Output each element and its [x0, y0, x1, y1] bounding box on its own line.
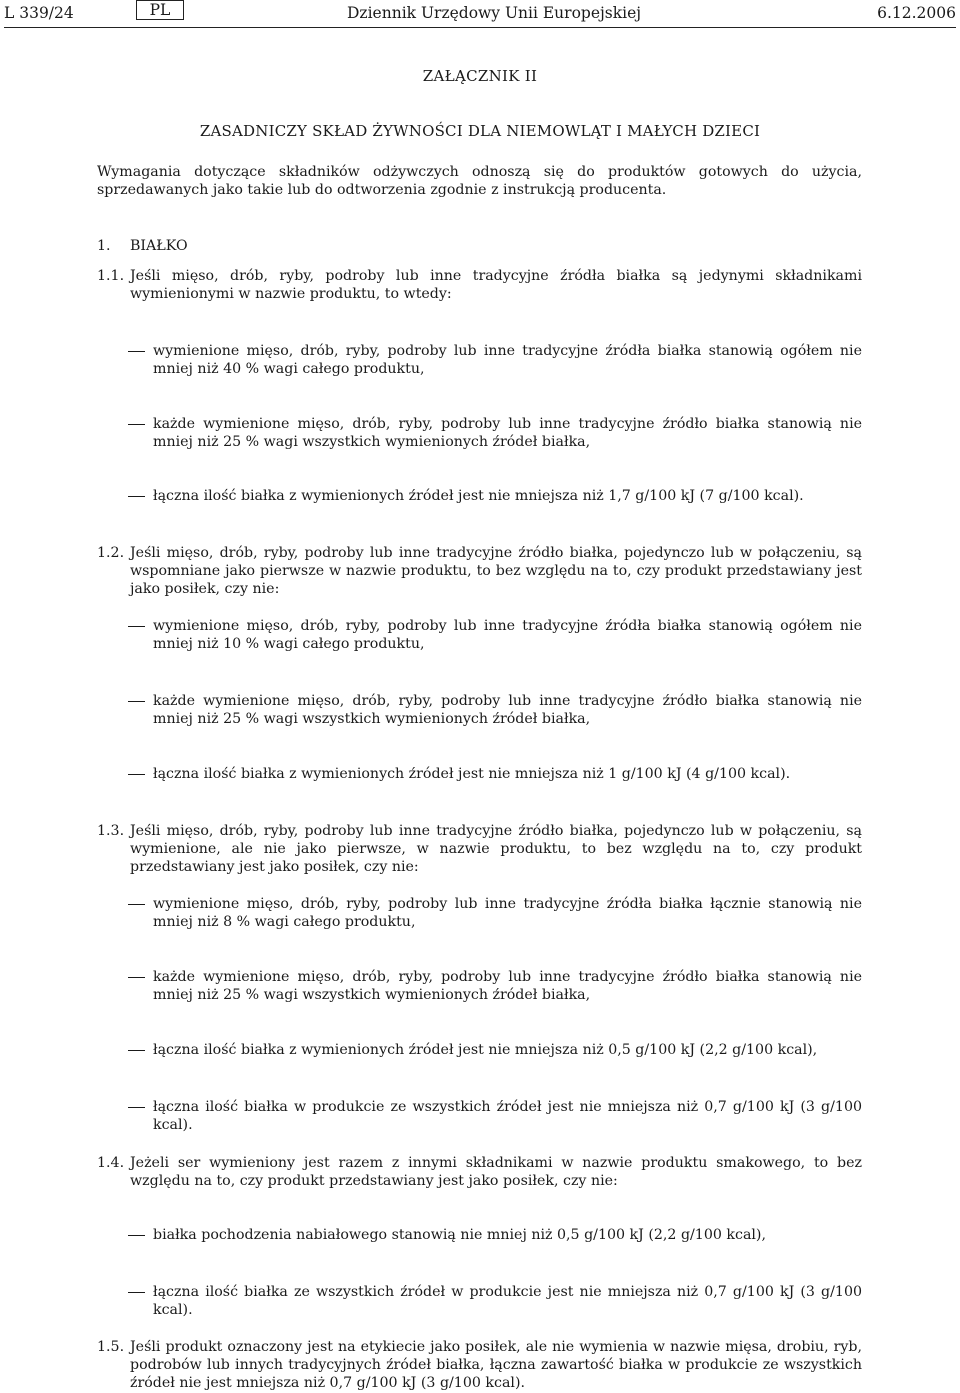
section-heading: [97, 237, 188, 255]
header-rule: [4, 27, 956, 28]
section-title: BIAŁKO: [130, 238, 188, 254]
list-item: każde wymienione mięso, drób, ryby, podroby lub inne tradycyjne źródło białka stanowią nie mniej niż 25 % wagi wszystkich wymienionych źródeł białka,: [128, 415, 862, 451]
list-item: wymienione mięso, drób, ryby, podroby lub inne tradycyjne źródła białka łącznie stanowią nie mniej niż 8 % wagi całego produktu,: [128, 895, 862, 931]
dash-marker: [128, 904, 145, 905]
list-item: łączna ilość białka ze wszystkich źródeł w produkcie jest nie mniejsza niż 0,7 g/100 kJ (3 g/100 kcal).: [128, 1283, 862, 1319]
section-number: 1.: [97, 238, 111, 254]
list-item: łączna ilość białka z wymienionych źródeł jest nie mniejsza niż 0,5 g/100 kJ (2,2 g/100 kcal),: [128, 1041, 862, 1059]
list-item: łączna ilość białka z wymienionych źródeł jest nie mniejsza niż 1 g/100 kJ (4 g/100 kcal).: [128, 765, 862, 783]
dash-marker: [128, 1235, 145, 1236]
dash-marker: [128, 1050, 145, 1051]
list-item: wymienione mięso, drób, ryby, podroby lub inne tradycyjne źródła białka stanowią ogółem nie mniej niż 40 % wagi całego produktu,: [128, 342, 862, 378]
dash-marker: [128, 1292, 145, 1293]
list-item: łączna ilość białka z wymienionych źródeł jest nie mniejsza niż 1,7 g/100 kJ (7 g/100 kcal).: [128, 487, 862, 505]
paragraph-text: Jeśli mięso, drób, ryby, podroby lub inne tradycyjne źródła białka są jedynymi składnikami wymienionymi w nazwie produktu, to wtedy:: [130, 268, 862, 302]
intro-paragraph: Wymagania dotyczące składników odżywczych odnoszą się do produktów gotowych do użycia, sprzedawanych jako takie lub do odtworzenia zgodnie z instrukcją producenta.: [97, 164, 862, 198]
list-item: białka pochodzenia nabiałowego stanowią nie mniej niż 0,5 g/100 kJ (2,2 g/100 kcal),: [128, 1226, 862, 1244]
dash-marker: [128, 1107, 145, 1108]
dash-marker: [128, 774, 145, 775]
paragraph-text: Jeśli mięso, drób, ryby, podroby lub inne tradycyjne źródło białka, pojedynczo lub w połączeniu, są wspomniane jako pierwsze w nazwie produktu, to bez względu na to, czy produkt przedstawiany jest jako posiłek, czy nie:: [130, 545, 862, 597]
page-reference: L 339/24: [4, 4, 74, 22]
journal-header: [0, 0, 960, 26]
publication-date: 6.12.2006: [877, 4, 956, 22]
paragraph-text: Jeśli produkt oznaczony jest na etykiecie jako posiłek, ale nie wymienia w nazwie mięsa, drobiu, ryb, podrobów lub innych tradycyjnych źródeł białka, łączna zawartość białka w produkcie ze wszystkich źródeł nie jest mniejsza niż 0,7 g/100 kJ (3 g/100 kcal).: [130, 1339, 862, 1391]
paragraph-text: Jeśli mięso, drób, ryby, podroby lub inne tradycyjne źródło białka, pojedynczo lub w połączeniu, są wymienione, ale nie jako pierwsze, w nazwie produktu, to bez względu na to, czy produkt przedstawiany jest jako posiłek, czy nie:: [130, 823, 862, 875]
dash-marker: [128, 626, 145, 627]
paragraph-text: Jeżeli ser wymieniony jest razem z innymi składnikami w nazwie produktu smakowego, to bez względu na to, czy produkt przedstawiany jest jako posiłek, czy nie:: [130, 1155, 862, 1189]
list-item: każde wymienione mięso, drób, ryby, podroby lub inne tradycyjne źródło białka stanowią nie mniej niż 25 % wagi wszystkich wymienionych źródeł białka,: [128, 968, 862, 1004]
dash-marker: [128, 977, 145, 978]
paragraph-1-3: [97, 822, 862, 876]
paragraph-1-4: [97, 1154, 862, 1190]
list-item: każde wymienione mięso, drób, ryby, podroby lub inne tradycyjne źródło białka stanowią nie mniej niż 25 % wagi wszystkich wymienionych źródeł białka,: [128, 692, 862, 728]
dash-marker: [128, 351, 145, 352]
dash-marker: [128, 424, 145, 425]
list-item: wymienione mięso, drób, ryby, podroby lub inne tradycyjne źródła białka stanowią ogółem nie mniej niż 10 % wagi całego produktu,: [128, 617, 862, 653]
paragraph-1-1: [97, 267, 862, 303]
journal-title: Dziennik Urzędowy Unii Europejskiej: [347, 4, 642, 22]
paragraph-number: 1.4.: [97, 1155, 125, 1171]
dash-marker: [128, 701, 145, 702]
paragraph-number: 1.3.: [97, 823, 125, 839]
list-item: łączna ilość białka w produkcie ze wszystkich źródeł jest nie mniejsza niż 0,7 g/100 kJ (3 g/100 kcal).: [128, 1098, 862, 1134]
annex-heading: ZAŁĄCZNIK II: [422, 67, 538, 85]
paragraph-number: 1.1.: [97, 268, 125, 284]
language-box: PL: [136, 0, 184, 20]
paragraph-1-2: [97, 544, 862, 598]
document-title: ZASADNICZY SKŁAD ŻYWNOŚCI DLA NIEMOWLĄT I MAŁYCH DZIECI: [199, 122, 761, 140]
paragraph-number: 1.2.: [97, 545, 125, 561]
dash-marker: [128, 496, 145, 497]
paragraph-number: 1.5.: [97, 1339, 125, 1355]
paragraph-1-5: [97, 1338, 862, 1392]
